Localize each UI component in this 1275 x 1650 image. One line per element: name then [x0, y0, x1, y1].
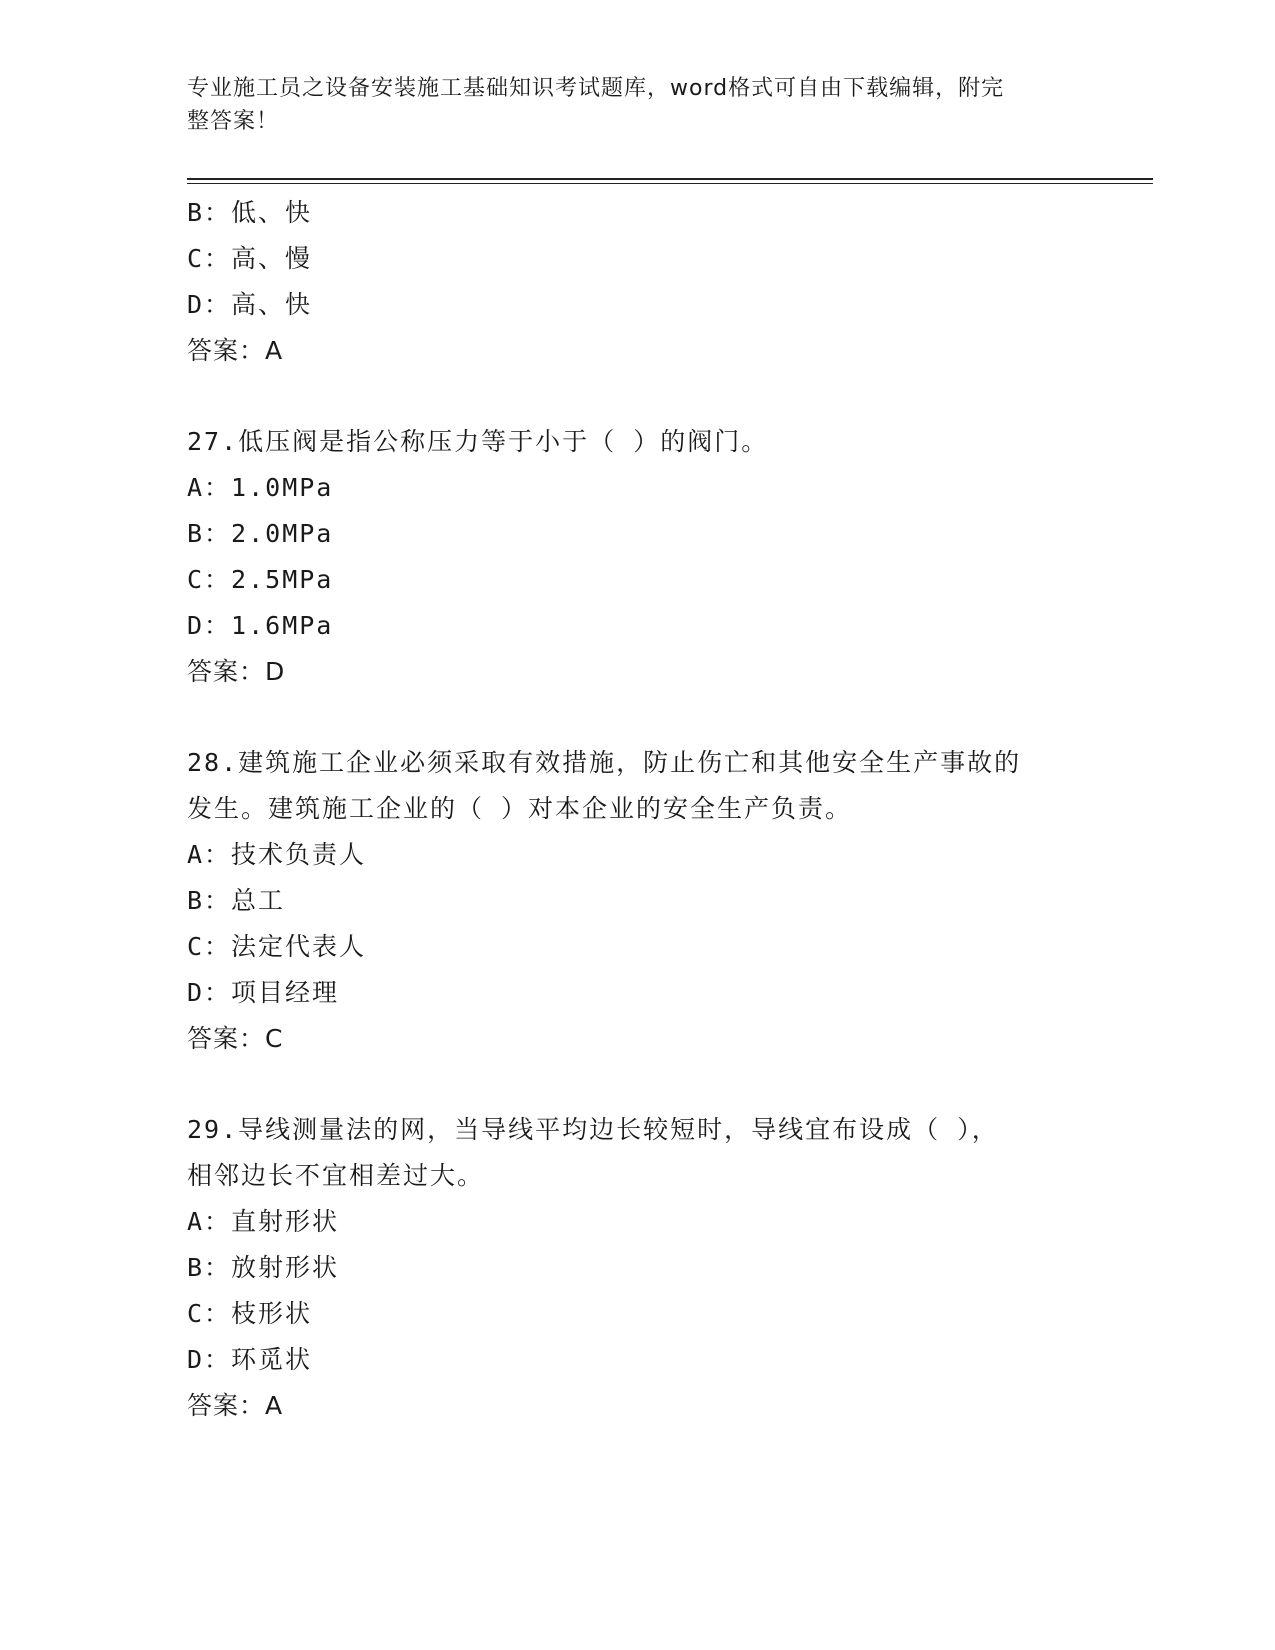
question-29 [187, 1107, 1087, 1429]
option-a: A：直射形状 [187, 1207, 340, 1236]
option-a: A：1.0MPa [187, 473, 334, 502]
option-c: C：2.5MPa [187, 565, 334, 594]
option-d: D：高、快 [187, 290, 313, 319]
question-stem-line-2: 发生。建筑施工企业的（ ）对本企业的安全生产负责。 [187, 794, 853, 823]
option-d: D：环觅状 [187, 1345, 313, 1374]
question-stem-line-1: 29.导线测量法的网，当导线平均边长较短时，导线宜布设成（ ）， [187, 1115, 999, 1144]
question-stem-line-1: 28.建筑施工企业必须采取有效措施，防止伤亡和其他安全生产事故的 [187, 748, 1022, 777]
header-line-1: 专业施工员之设备安装施工基础知识考试题库，word格式可自由下载编辑，附完 [187, 76, 1005, 101]
answer: 答案：A [187, 1391, 284, 1420]
option-d: D：项目经理 [187, 978, 340, 1007]
header-divider-thin [187, 183, 1153, 184]
option-c: C：枝形状 [187, 1299, 313, 1328]
question-stem: 27.低压阀是指公称压力等于小于（ ）的阀门。 [187, 427, 769, 456]
option-c: C：法定代表人 [187, 932, 367, 961]
question-28 [187, 740, 1087, 1062]
question-26 [187, 190, 1087, 374]
question-list [187, 190, 1087, 1429]
option-b: B：2.0MPa [187, 519, 334, 548]
document-header [187, 72, 1087, 138]
header-divider-thick [187, 178, 1153, 180]
answer: 答案：D [187, 657, 286, 686]
option-a: A：技术负责人 [187, 840, 367, 869]
option-b: B：低、快 [187, 198, 313, 227]
option-b: B：放射形状 [187, 1253, 340, 1282]
question-stem-line-2: 相邻边长不宜相差过大。 [187, 1161, 485, 1190]
option-c: C：高、慢 [187, 244, 313, 273]
option-b: B：总工 [187, 886, 286, 915]
header-line-2: 整答案！ [187, 109, 280, 134]
option-d: D：1.6MPa [187, 611, 334, 640]
question-27 [187, 419, 1087, 695]
answer: 答案：A [187, 336, 284, 365]
answer: 答案：C [187, 1024, 284, 1053]
